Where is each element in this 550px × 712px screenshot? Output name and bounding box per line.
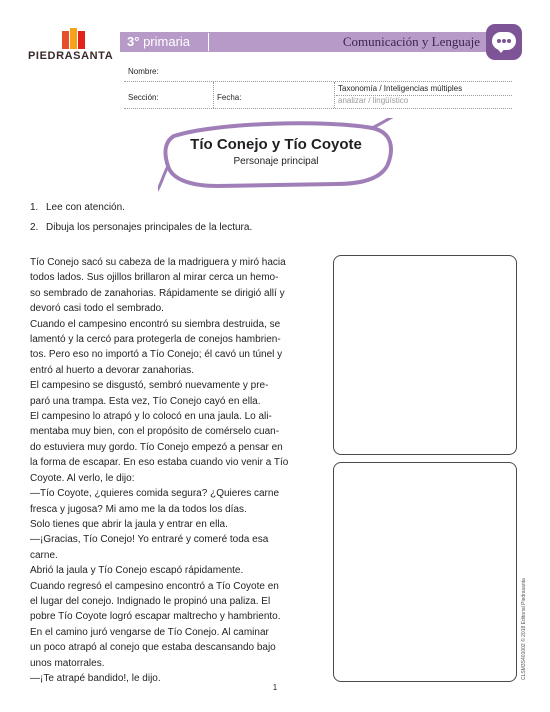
date-label: Fecha: (217, 93, 242, 102)
story-line: mentaba muy bien, con el propósito de comérselo cuan- (30, 426, 280, 438)
story-line: Solo tienes que abrir la jaula y entrar en ella. (30, 518, 228, 530)
field-divider (334, 82, 335, 108)
story-line: el lugar del conejo. Indignado le propinó una paliza. El (30, 595, 271, 607)
drawing-box-1[interactable] (333, 255, 517, 455)
instruction-item: 2. Dibuja los personajes principales de la lectura. (30, 222, 253, 233)
story-line: paró una trampa. Esta vez, Tío Conejo cayó en ella. (30, 395, 261, 407)
story-line: El campesino lo atrapó y lo colocó en una jaula. Lo ali- (30, 411, 272, 423)
header-divider (208, 33, 209, 51)
story-line: fresca y jugosa? Mi amo me la da todos los días. (30, 503, 247, 515)
story-line: do estuviera muy gordo. Tío Conejo empezó a pensar en (30, 441, 283, 453)
page-number: 1 (272, 683, 278, 692)
section-label: Sección: (128, 93, 159, 102)
story-line: so sembrado de zanahorias. Rápidamente se dirigió allí y (30, 287, 285, 299)
story-line: un poco atrapó al conejo que estaba descansando bajo (30, 642, 276, 654)
story-line: devoró casi todo el sembrado. (30, 303, 164, 315)
speech-bubble-icon (486, 24, 522, 60)
name-field[interactable] (124, 81, 512, 82)
story-line: Cuando el campesino encontró su siembra destruida, se (30, 318, 281, 330)
story-line: —Tío Coyote, ¿quieres comida segura? ¿Quieres carne (30, 488, 279, 500)
story-line: lamentó y la cercó para protegerla de conejos hambrien- (30, 334, 281, 346)
story-line: entró al huerto a devorar zanahorias. (30, 364, 194, 376)
name-label: Nombre: (128, 67, 159, 76)
story-line: todos lados. Sus ojillos brillaron al mirar cerca un hemo- (30, 272, 279, 284)
story-text (30, 255, 318, 686)
story-line: la forma de escapar. En eso estaba cuando vio venir a Tío (30, 457, 289, 469)
reading-title: Tío Conejo y Tío Coyote (190, 136, 362, 153)
reading-subtitle: Personaje principal (233, 156, 319, 167)
brand-name: PIEDRASANTA (28, 50, 114, 62)
story-line: —¡Gracias, Tío Conejo! Yo entraré y comeré toda esa (30, 534, 269, 546)
story-line: pobre Tío Coyote logró escapar maltrecho y hambriento. (30, 611, 281, 623)
piedrasanta-logo-icon (62, 27, 88, 49)
story-line: Abrió la jaula y Tío Conejo escapó rápidamente. (30, 565, 244, 577)
story-line: tos. Pero eso no importó a Tío Conejo; él cavó un túnel y (30, 349, 283, 361)
copyright-code: CLSM3S401002 © 2018 Editorial Piedrasanta (521, 578, 527, 680)
taxonomy-values: analizar / lingüístico (338, 96, 409, 105)
subject-title: Comunicación y Lenguaje (342, 34, 480, 49)
grade-number: 3° (127, 34, 140, 49)
grade-level: primaria (143, 34, 191, 49)
section-date-field[interactable] (124, 108, 512, 109)
story-line: Cuando regresó el campesino encontró a Tío Coyote en (30, 580, 279, 592)
drawing-box-2[interactable] (333, 462, 517, 682)
story-line: En el camino juró vengarse de Tío Conejo. Al caminar (30, 626, 269, 638)
grade-label (127, 34, 190, 49)
story-line: Coyote. Al verlo, le dijo: (30, 472, 135, 484)
story-line: Tío Conejo sacó su cabeza de la madriguera y miró hacia (30, 257, 286, 268)
story-line: unos matorrales. (30, 657, 105, 669)
story-line: —¡Te atrapé bandido!, le dijo. (30, 672, 161, 684)
story-line: carne. (30, 549, 58, 561)
story-line: El campesino se disgustó, sembró nuevamente y pre- (30, 380, 269, 392)
field-divider (213, 82, 214, 108)
taxonomy-label: Taxonomía / Inteligencias múltiples (338, 84, 463, 93)
instruction-item: 1. Lee con atención. (30, 202, 125, 213)
